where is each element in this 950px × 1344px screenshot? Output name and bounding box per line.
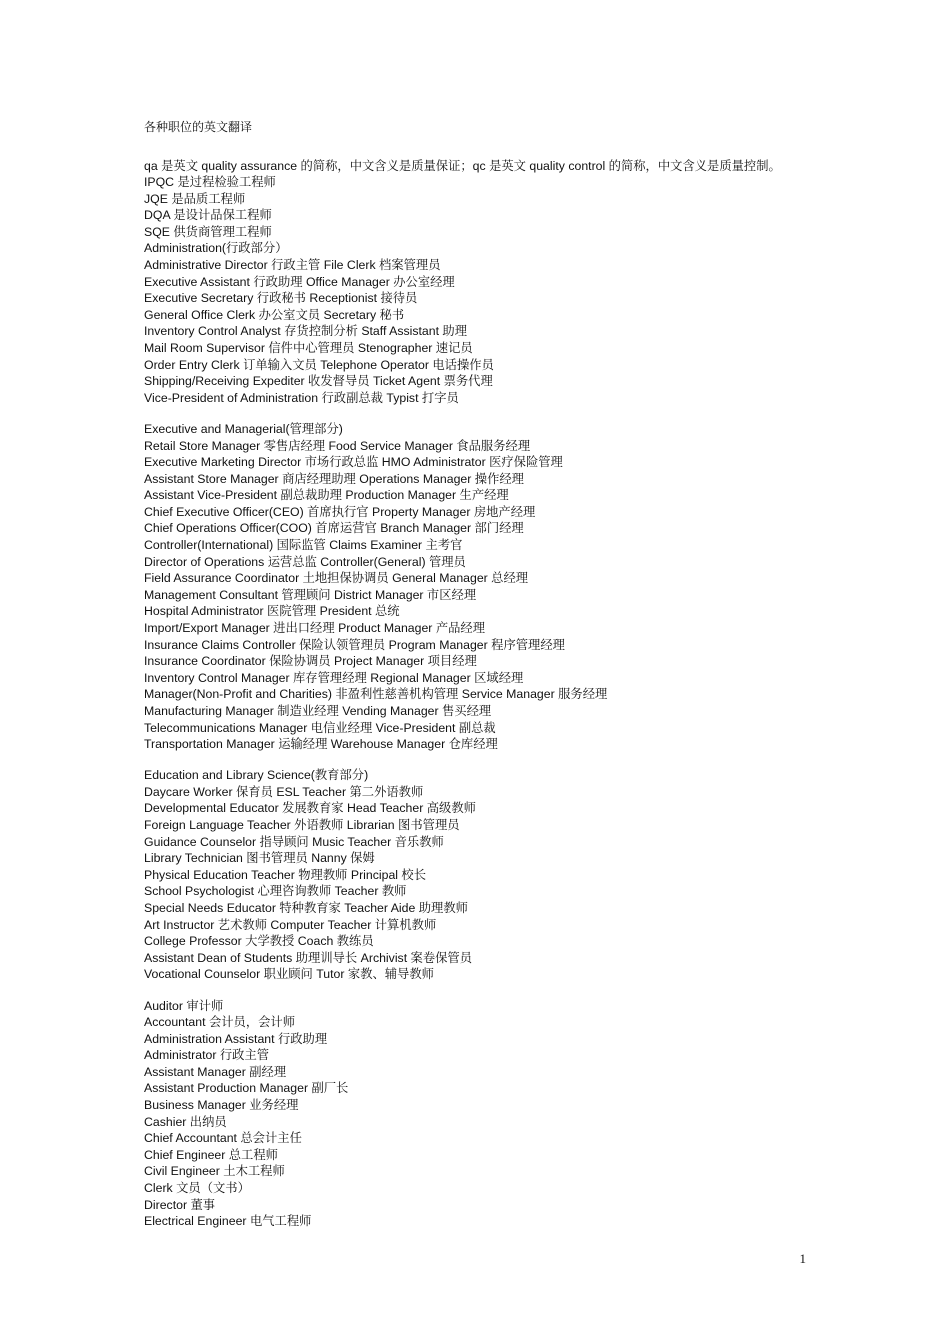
text-line: Director 董事 bbox=[144, 1197, 216, 1212]
text-line: Clerk 文员（文书） bbox=[144, 1181, 250, 1196]
text-line: Shipping/Receiving Expediter 收发督导员 Ticket Agent 票务代理 bbox=[144, 374, 493, 389]
page-number: 1 bbox=[799, 1251, 806, 1266]
text-line: Auditor 审计师 bbox=[144, 998, 224, 1013]
section-gap bbox=[144, 753, 924, 768]
section-general-positions bbox=[144, 998, 924, 1230]
section-intro bbox=[144, 158, 924, 407]
text-line: Cashier 出纳员 bbox=[144, 1114, 227, 1129]
text-line: Controller(International) 国际监管 Claims Examiner 主考官 bbox=[144, 538, 463, 553]
text-line: Accountant 会计员，会计师 bbox=[144, 1015, 296, 1030]
text-line: Chief Accountant 总会计主任 bbox=[144, 1131, 302, 1146]
text-line: Executive Assistant 行政助理 Office Manager 办公室经理 bbox=[144, 274, 455, 289]
text-line: Guidance Counselor 指导顾问 Music Teacher 音乐教师 bbox=[144, 834, 444, 849]
text-line: Order Entry Clerk 订单输入文员 Telephone Operator 电话操作员 bbox=[144, 357, 494, 372]
text-line: Assistant Store Manager 商店经理助理 Operations Manager 操作经理 bbox=[144, 471, 524, 486]
text-line: General Office Clerk 办公室文员 Secretary 秘书 bbox=[144, 307, 405, 322]
text-line: Management Consultant 管理顾问 District Manager 市区经理 bbox=[144, 587, 477, 602]
text-line: Executive Marketing Director 市场行政总监 HMO Administrator 医疗保险管理 bbox=[144, 455, 563, 470]
text-line: Physical Education Teacher 物理教师 Principal 校长 bbox=[144, 867, 427, 882]
text-line: Chief Operations Officer(COO) 首席运营官 Branch Manager 部门经理 bbox=[144, 521, 524, 536]
text-line: Chief Engineer 总工程师 bbox=[144, 1147, 278, 1162]
text-line: School Psychologist 心理咨询教师 Teacher 教师 bbox=[144, 884, 407, 899]
text-line: Hospital Administrator 医院管理 President 总统 bbox=[144, 604, 400, 619]
text-line: DQA 是设计品保工程师 bbox=[144, 208, 272, 223]
section-heading: Executive and Managerial(管理部分) bbox=[144, 421, 343, 436]
text-line: Developmental Educator 发展教育家 Head Teacher 高级教师 bbox=[144, 801, 476, 816]
text-line: Inventory Control Analyst 存货控制分析 Staff Assistant 助理 bbox=[144, 324, 468, 339]
text-line: Administration Assistant 行政助理 bbox=[144, 1031, 328, 1046]
text-line: JQE 是品质工程师 bbox=[144, 191, 246, 206]
text-line: Transportation Manager 运输经理 Warehouse Manager 仓库经理 bbox=[144, 737, 498, 752]
section-heading: Education and Library Science(教育部分) bbox=[144, 768, 369, 783]
text-line: Foreign Language Teacher 外语教师 Librarian 图书管理员 bbox=[144, 818, 460, 833]
text-line: Civil Engineer 土木工程师 bbox=[144, 1164, 285, 1179]
text-line: Daycare Worker 保育员 ESL Teacher 第二外语教师 bbox=[144, 784, 424, 799]
text-line: Telecommunications Manager 电信业经理 Vice-President 副总裁 bbox=[144, 720, 496, 735]
section-gap bbox=[144, 983, 924, 998]
text-line: Inventory Control Manager 库存管理经理 Regional Manager 区域经理 bbox=[144, 670, 524, 685]
text-line: Retail Store Manager 零售店经理 Food Service Manager 食品服务经理 bbox=[144, 438, 531, 453]
text-line: Vice-President of Administration 行政副总裁 Typist 打字员 bbox=[144, 390, 459, 405]
text-line: Administrative Director 行政主管 File Clerk 档案管理员 bbox=[144, 258, 441, 273]
text-line: IPQC 是过程检验工程师 bbox=[144, 175, 276, 190]
text-line: Art Instructor 艺术教师 Computer Teacher 计算机教师 bbox=[144, 917, 437, 932]
text-line: Manufacturing Manager 制造业经理 Vending Manager 售买经理 bbox=[144, 704, 492, 718]
text-line: Assistant Manager 副经理 bbox=[144, 1064, 287, 1079]
text-line: qa 是英文 quality assurance 的简称，中文含义是质量保证；qc 是英文 quality control 的简称，中文含义是质量控制。 bbox=[144, 158, 781, 173]
section-education-library bbox=[144, 767, 924, 983]
text-line: SQE 供货商管理工程师 bbox=[144, 224, 272, 239]
text-line: Field Assurance Coordinator 土地担保协调员 General Manager 总经理 bbox=[144, 571, 529, 586]
text-line: Electrical Engineer 电气工程师 bbox=[144, 1214, 312, 1229]
text-line: Insurance Coordinator 保险协调员 Project Manager 项目经理 bbox=[144, 654, 477, 669]
text-line: Director of Operations 运营总监 Controller(General) 管理员 bbox=[144, 554, 466, 569]
document-body bbox=[144, 158, 924, 1230]
text-line: Mail Room Supervisor 信件中心管理员 Stenographer 速记员 bbox=[144, 341, 473, 356]
section-gap bbox=[144, 406, 924, 421]
document-title: 各种职位的英文翻译 bbox=[144, 120, 253, 134]
text-line: Administrator 行政主管 bbox=[144, 1048, 270, 1063]
text-line: Manager(Non-Profit and Charities) 非盈利性慈善机构管理 Service Manager 服务经理 bbox=[144, 687, 608, 702]
text-line: Assistant Production Manager 副厂长 bbox=[144, 1081, 349, 1096]
text-line: Business Manager 业务经理 bbox=[144, 1098, 299, 1113]
text-line: Assistant Vice-President 副总裁助理 Production Manager 生产经理 bbox=[144, 488, 509, 503]
text-line: College Professor 大学教授 Coach 教练员 bbox=[144, 934, 374, 949]
text-line: Insurance Claims Controller 保险认领管理员 Program Manager 程序管理经理 bbox=[144, 637, 565, 652]
text-line: Executive Secretary 行政秘书 Receptionist 接待员 bbox=[144, 291, 418, 306]
text-line: Vocational Counselor 职业顾问 Tutor 家教、辅导教师 bbox=[144, 967, 434, 982]
section-executive-managerial bbox=[144, 421, 924, 753]
section-heading: Administration(行政部分） bbox=[144, 241, 288, 256]
text-line: Import/Export Manager 进出口经理 Product Manager 产品经理 bbox=[144, 621, 486, 636]
text-line: Special Needs Educator 特种教育家 Teacher Aide 助理教师 bbox=[144, 901, 468, 916]
text-line: Assistant Dean of Students 助理训导长 Archivist 案卷保管员 bbox=[144, 950, 473, 965]
text-line: Library Technician 图书管理员 Nanny 保姆 bbox=[144, 851, 375, 866]
text-line: Chief Executive Officer(CEO) 首席执行官 Property Manager 房地产经理 bbox=[144, 504, 536, 519]
